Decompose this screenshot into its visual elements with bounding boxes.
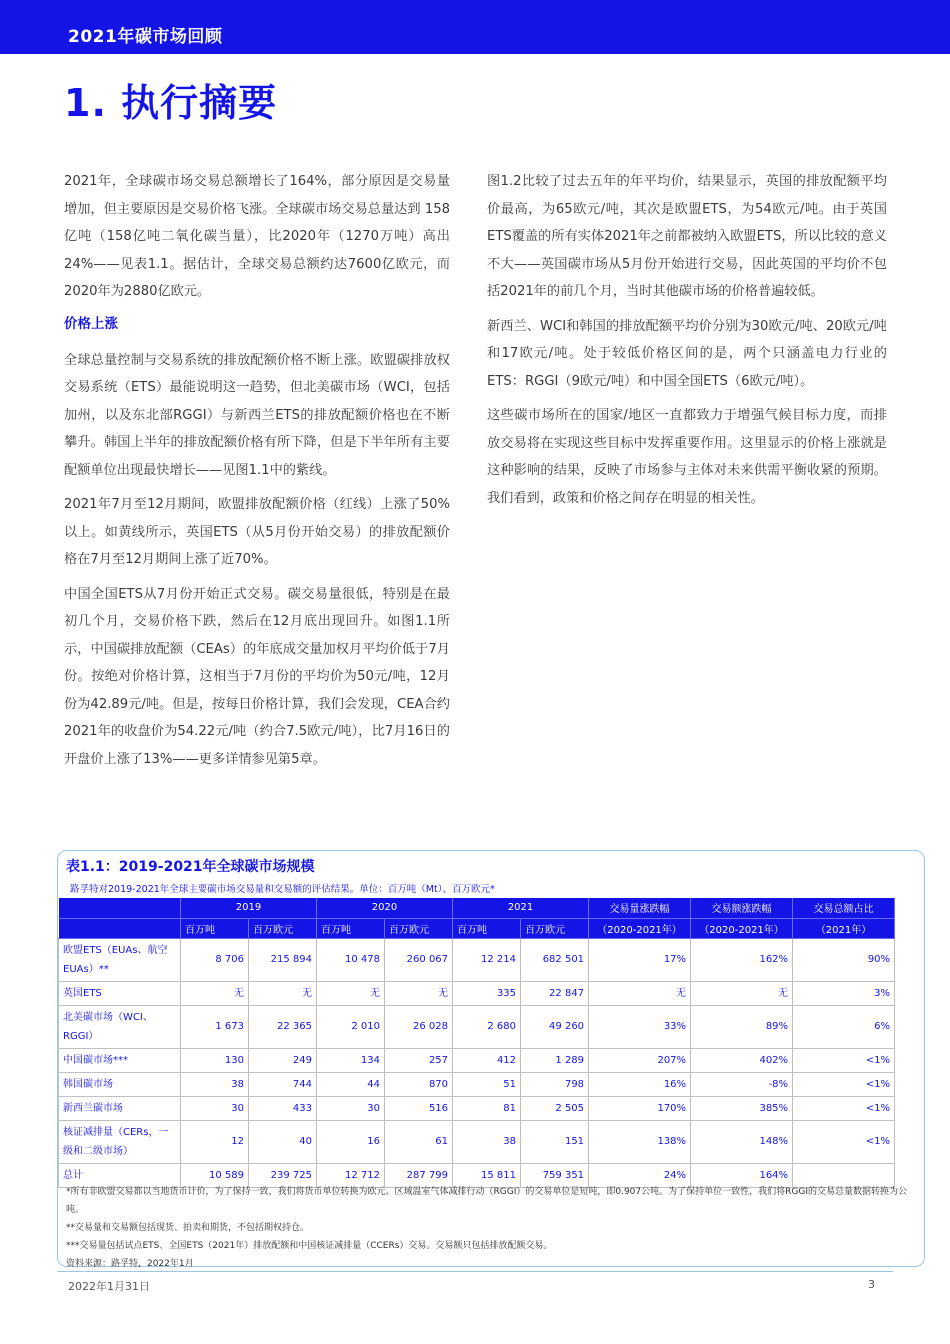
- table-subtitle: 路孚特对2019-2021年全球主要碳市场交易量和交易额的评估结果。单位：百万吨（Mt）、百万欧元*: [70, 884, 495, 895]
- table-cell: 12 712: [317, 1163, 385, 1187]
- table-cell: 151: [521, 1120, 589, 1163]
- header-period: （2020-2021年）: [589, 918, 691, 938]
- table-row: [59, 1005, 895, 1048]
- table-cell: <1%: [793, 1048, 895, 1072]
- table-cell: 870: [385, 1072, 453, 1096]
- table-cell: 433: [249, 1096, 317, 1120]
- table-cell: 61: [385, 1120, 453, 1163]
- footer-date: 2022年1月31日: [68, 1280, 150, 1293]
- table-cell: 148%: [691, 1120, 793, 1163]
- left-column: [64, 168, 450, 780]
- subheading: 价格上涨: [64, 315, 118, 332]
- table-row: [59, 1096, 895, 1120]
- header-unit-mt: 百万吨: [181, 918, 249, 938]
- section-title: 1. 执行摘要: [64, 81, 278, 125]
- table-cell: 22 365: [249, 1005, 317, 1048]
- note: ***交易量包括试点ETS、全国ETS（2021年）排放配额和中国核证减排量（CCERs）交易。交易额只包括排放配额交易。: [66, 1241, 553, 1251]
- table-cell: 215 894: [249, 938, 317, 981]
- footer-divider: [57, 1271, 893, 1272]
- paragraph: 2021年7月至12月期间，欧盟排放配额价格（红线）上涨了50%以上。如黄线所示，英国ETS（从5月份开始交易）的排放配额价格在7月至12月期间上涨了近70%。: [64, 497, 450, 567]
- table-cell: 81: [453, 1096, 521, 1120]
- table-cell: -8%: [691, 1072, 793, 1096]
- table-cell: 682 501: [521, 938, 589, 981]
- table-cell: 239 725: [249, 1163, 317, 1187]
- table-cell: 15 811: [453, 1163, 521, 1187]
- table-cell: 无: [317, 981, 385, 1005]
- table-cell: 249: [249, 1048, 317, 1072]
- table-cell: 402%: [691, 1048, 793, 1072]
- row-label: 欧盟ETS（EUAs、航空EUAs）**: [59, 938, 181, 981]
- table-cell: <1%: [793, 1072, 895, 1096]
- report-title: 2021年碳市场回顾: [68, 27, 223, 47]
- header-volume-change: 交易量涨跌幅: [589, 898, 691, 918]
- table-cell: 无: [181, 981, 249, 1005]
- header-unit-mt: 百万吨: [453, 918, 521, 938]
- table-cell: 无: [249, 981, 317, 1005]
- table-cell: 17%: [589, 938, 691, 981]
- paragraph: 全球总量控制与交易系统的排放配额价格不断上涨。欧盟碳排放权交易系统（ETS）最能说明这一趋势，但北美碳市场（WCI，包括加州，以及东北部RGGI）与新西兰ETS的排放配额价格也在不断攀升。韩国上半年的排放配额价格有所下降，但是下半年所有主要配额单位出现最快增长——见图1.1中的紫线。: [64, 352, 450, 478]
- note: *所有非欧盟交易都以当地货币计价，为了保持一致，我们将货币单位转换为欧元。区域温室气体减排行动（RGGI）的交易单位是短吨，即0.907公吨。为了保持单位一致性，我们将RGGI的交易总量数据转换为公吨。: [66, 1187, 907, 1215]
- table-cell: 38: [181, 1072, 249, 1096]
- page-number: 3: [868, 1278, 875, 1291]
- header-year: （2021年）: [793, 918, 895, 938]
- row-label: 韩国碳市场: [59, 1072, 181, 1096]
- table-cell: 164%: [691, 1163, 793, 1187]
- header-cell-empty: [59, 898, 181, 918]
- table-cell: 89%: [691, 1005, 793, 1048]
- paragraph: 这些碳市场所在的国家/地区一直都致力于增强气候目标力度，而排放交易将在实现这些目标中发挥重要作用。这里显示的价格上涨就是这种影响的结果，反映了市场参与主体对未来供需平衡收紧的预期。我们看到，政策和价格之间存在明显的相关性。: [487, 408, 887, 506]
- row-label: 中国碳市场***: [59, 1048, 181, 1072]
- table-cell: 2 010: [317, 1005, 385, 1048]
- row-label: 北美碳市场（WCI、RGGI）: [59, 1005, 181, 1048]
- table-row: [59, 1072, 895, 1096]
- table-cell: 30: [317, 1096, 385, 1120]
- table-cell: 3%: [793, 981, 895, 1005]
- table-cell: 260 067: [385, 938, 453, 981]
- table-cell: 2 505: [521, 1096, 589, 1120]
- table-cell: 44: [317, 1072, 385, 1096]
- header-cell-empty: [59, 918, 181, 938]
- table-cell: 24%: [589, 1163, 691, 1187]
- table-cell: 759 351: [521, 1163, 589, 1187]
- table-cell: <1%: [793, 1120, 895, 1163]
- table-cell: 无: [589, 981, 691, 1005]
- table-cell: 8 706: [181, 938, 249, 981]
- header-year-2020: 2020: [317, 898, 453, 918]
- table-cell: 1 673: [181, 1005, 249, 1048]
- row-label: 核证减排量（CERs，一级和二级市场）: [59, 1120, 181, 1163]
- table-cell: 744: [249, 1072, 317, 1096]
- table-notes: [66, 1183, 916, 1273]
- table-cell: 90%: [793, 938, 895, 981]
- table-row: [59, 938, 895, 981]
- header-unit-eur: 百万欧元: [249, 918, 317, 938]
- table-cell: 385%: [691, 1096, 793, 1120]
- table-cell: 10 478: [317, 938, 385, 981]
- table-cell: 30: [181, 1096, 249, 1120]
- row-label: 英国ETS: [59, 981, 181, 1005]
- paragraph: 中国全国ETS从7月份开始正式交易。碳交易量很低，特别是在最初几个月，交易价格下跌，然后在12月底出现回升。如图1.1所示，中国碳排放配额（CEAs）的年底成交量加权月平均价低于7月份。按绝对价格计算，这相当于7月份的平均价为50元/吨，12月份为42.89元/吨。但是，按每日价格计算，我们会发现，CEA合约2021年的收盘价为54.22元/吨（约合7.5欧元/吨），比7月16日的开盘价上涨了13%——更多详情参见第5章。: [64, 586, 450, 767]
- table-title: 表1.1：2019-2021年全球碳市场规模: [66, 859, 315, 875]
- table-cell: 130: [181, 1048, 249, 1072]
- row-label: 总计: [59, 1163, 181, 1187]
- table-cell: 412: [453, 1048, 521, 1072]
- header-period: （2020-2021年）: [691, 918, 793, 938]
- table-cell: 257: [385, 1048, 453, 1072]
- header-year-2019: 2019: [181, 898, 317, 918]
- table-row: [59, 1048, 895, 1072]
- table-cell: 40: [249, 1120, 317, 1163]
- right-column: [487, 168, 887, 519]
- table-cell: <1%: [793, 1096, 895, 1120]
- table-cell: 287 799: [385, 1163, 453, 1187]
- note: 资料来源：路孚特，2022年1月: [66, 1259, 194, 1269]
- paragraph: 新西兰、WCI和韩国的排放配额平均价分别为30欧元/吨、20欧元/吨和17欧元/吨。处于较低价格区间的是，两个只涵盖电力行业的ETS：RGGI（9欧元/吨）和中国全国ETS（6欧元/吨）。: [487, 318, 887, 389]
- header-share: 交易总额占比: [793, 898, 895, 918]
- table-cell: 无: [691, 981, 793, 1005]
- table-row: [59, 981, 895, 1005]
- table-cell: 33%: [589, 1005, 691, 1048]
- table-cell: 170%: [589, 1096, 691, 1120]
- table-cell: 22 847: [521, 981, 589, 1005]
- header-value-change: 交易额涨跌幅: [691, 898, 793, 918]
- table-cell: 138%: [589, 1120, 691, 1163]
- table-cell: 516: [385, 1096, 453, 1120]
- table-cell: 12: [181, 1120, 249, 1163]
- header-unit-eur: 百万欧元: [521, 918, 589, 938]
- table-cell: 10 589: [181, 1163, 249, 1187]
- header-unit-mt: 百万吨: [317, 918, 385, 938]
- carbon-market-table: [58, 898, 895, 1188]
- table-cell: 1 289: [521, 1048, 589, 1072]
- table-cell: 38: [453, 1120, 521, 1163]
- paragraph: 图1.2比较了过去五年的年平均价，结果显示，英国的排放配额平均价最高，为65欧元/吨，其次是欧盟ETS，为54欧元/吨。由于英国ETS覆盖的所有实体2021年之前都被纳入欧盟ETS，所以比较的意义不大——英国碳市场从5月份开始进行交易，因此英国的平均价不包括2021年的前几个月，当时其他碳市场的价格普遍较低。: [487, 174, 887, 299]
- paragraph: 2021年，全球碳市场交易总额增长了164%，部分原因是交易量增加，但主要原因是交易价格飞涨。全球碳市场交易总量达到 158亿吨（158亿吨二氧化碳当量），比2020年（1270万吨）高出24%——见表1.1。据估计，全球交易总额约达7600亿欧元，而2020年为2880亿欧元。: [64, 174, 450, 299]
- table-cell: 162%: [691, 938, 793, 981]
- table-cell: 6%: [793, 1005, 895, 1048]
- table-cell: 335: [453, 981, 521, 1005]
- table-cell: 12 214: [453, 938, 521, 981]
- table-cell: 134: [317, 1048, 385, 1072]
- table-cell: 51: [453, 1072, 521, 1096]
- table-cell: 16: [317, 1120, 385, 1163]
- table-cell: 798: [521, 1072, 589, 1096]
- table-cell: 2 680: [453, 1005, 521, 1048]
- row-label: 新西兰碳市场: [59, 1096, 181, 1120]
- table-box: [57, 850, 925, 1267]
- table-row: [59, 1120, 895, 1163]
- note: **交易量和交易额包括现货、拍卖和期货，不包括期权持仓。: [66, 1223, 310, 1233]
- header-year-2021: 2021: [453, 898, 589, 918]
- table-cell: 无: [385, 981, 453, 1005]
- table-cell: 16%: [589, 1072, 691, 1096]
- header-unit-eur: 百万欧元: [385, 918, 453, 938]
- table-cell: 26 028: [385, 1005, 453, 1048]
- table-cell: 207%: [589, 1048, 691, 1072]
- table-cell: 49 260: [521, 1005, 589, 1048]
